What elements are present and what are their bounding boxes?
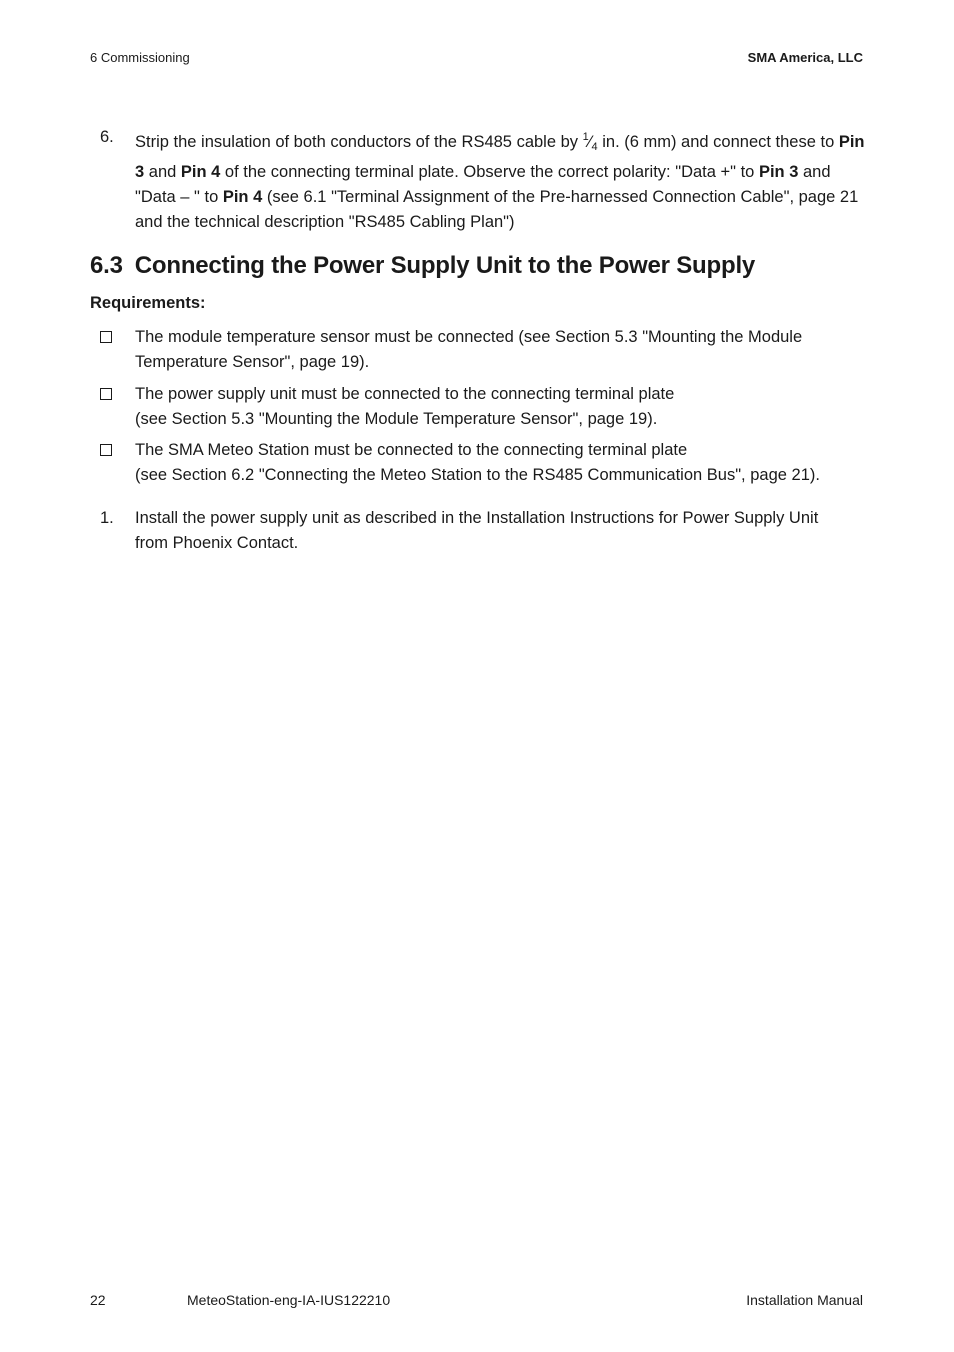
section-heading <box>90 252 755 280</box>
section-number: 6.3 <box>90 252 123 279</box>
step-text: Install the power supply unit as described in the Installation Instructions for Power Supply Unit from Phoenix Contact. <box>135 509 819 552</box>
step-number: 6. <box>100 128 114 146</box>
step-number: 1. <box>100 509 114 527</box>
header-company: SMA America, LLC <box>747 50 863 65</box>
fraction-quarter: $^1⁄_4$ <box>582 131 598 153</box>
checkbox-icon <box>100 388 112 400</box>
requirement-item: The power supply unit must be connected to the connecting terminal plate (see Section 5.3 "Mounting the Module Temperature Sensor", page 19). <box>135 385 675 428</box>
requirements-label: Requirements: <box>90 294 206 312</box>
checkbox-icon <box>100 331 112 343</box>
header-section: 6 Commissioning <box>90 50 190 65</box>
step-text: Strip the insulation of both conductors of the RS485 cable by $^1⁄_4$ in. (6 mm) and connect these to Pin 3 and Pin 4 of the connecting terminal plate. Observe the correct polarity: "Data +" to Pin 3 and "Data – " to Pin 4 (see 6.1 "Terminal Assignment of the Pre-harnessed Connection Cable", page 21 and the technical description "RS485 Cabling Plan") <box>135 131 865 231</box>
checkbox-icon <box>100 444 112 456</box>
footer-doc-id: MeteoStation-eng-IA-IUS122210 <box>187 1292 391 1308</box>
section-title: Connecting the Power Supply Unit to the Power Supply <box>134 252 756 279</box>
requirement-item: The module temperature sensor must be connected (see Section 5.3 "Mounting the Module Temperature Sensor", page 19). <box>135 328 803 371</box>
footer-doc-type: Installation Manual <box>746 1292 863 1308</box>
requirement-item: The SMA Meteo Station must be connected to the connecting terminal plate (see Section 6.2 "Connecting the Meteo Station to the RS485 Communication Bus", page 21). <box>135 441 820 484</box>
footer-page-number: 22 <box>90 1292 106 1308</box>
